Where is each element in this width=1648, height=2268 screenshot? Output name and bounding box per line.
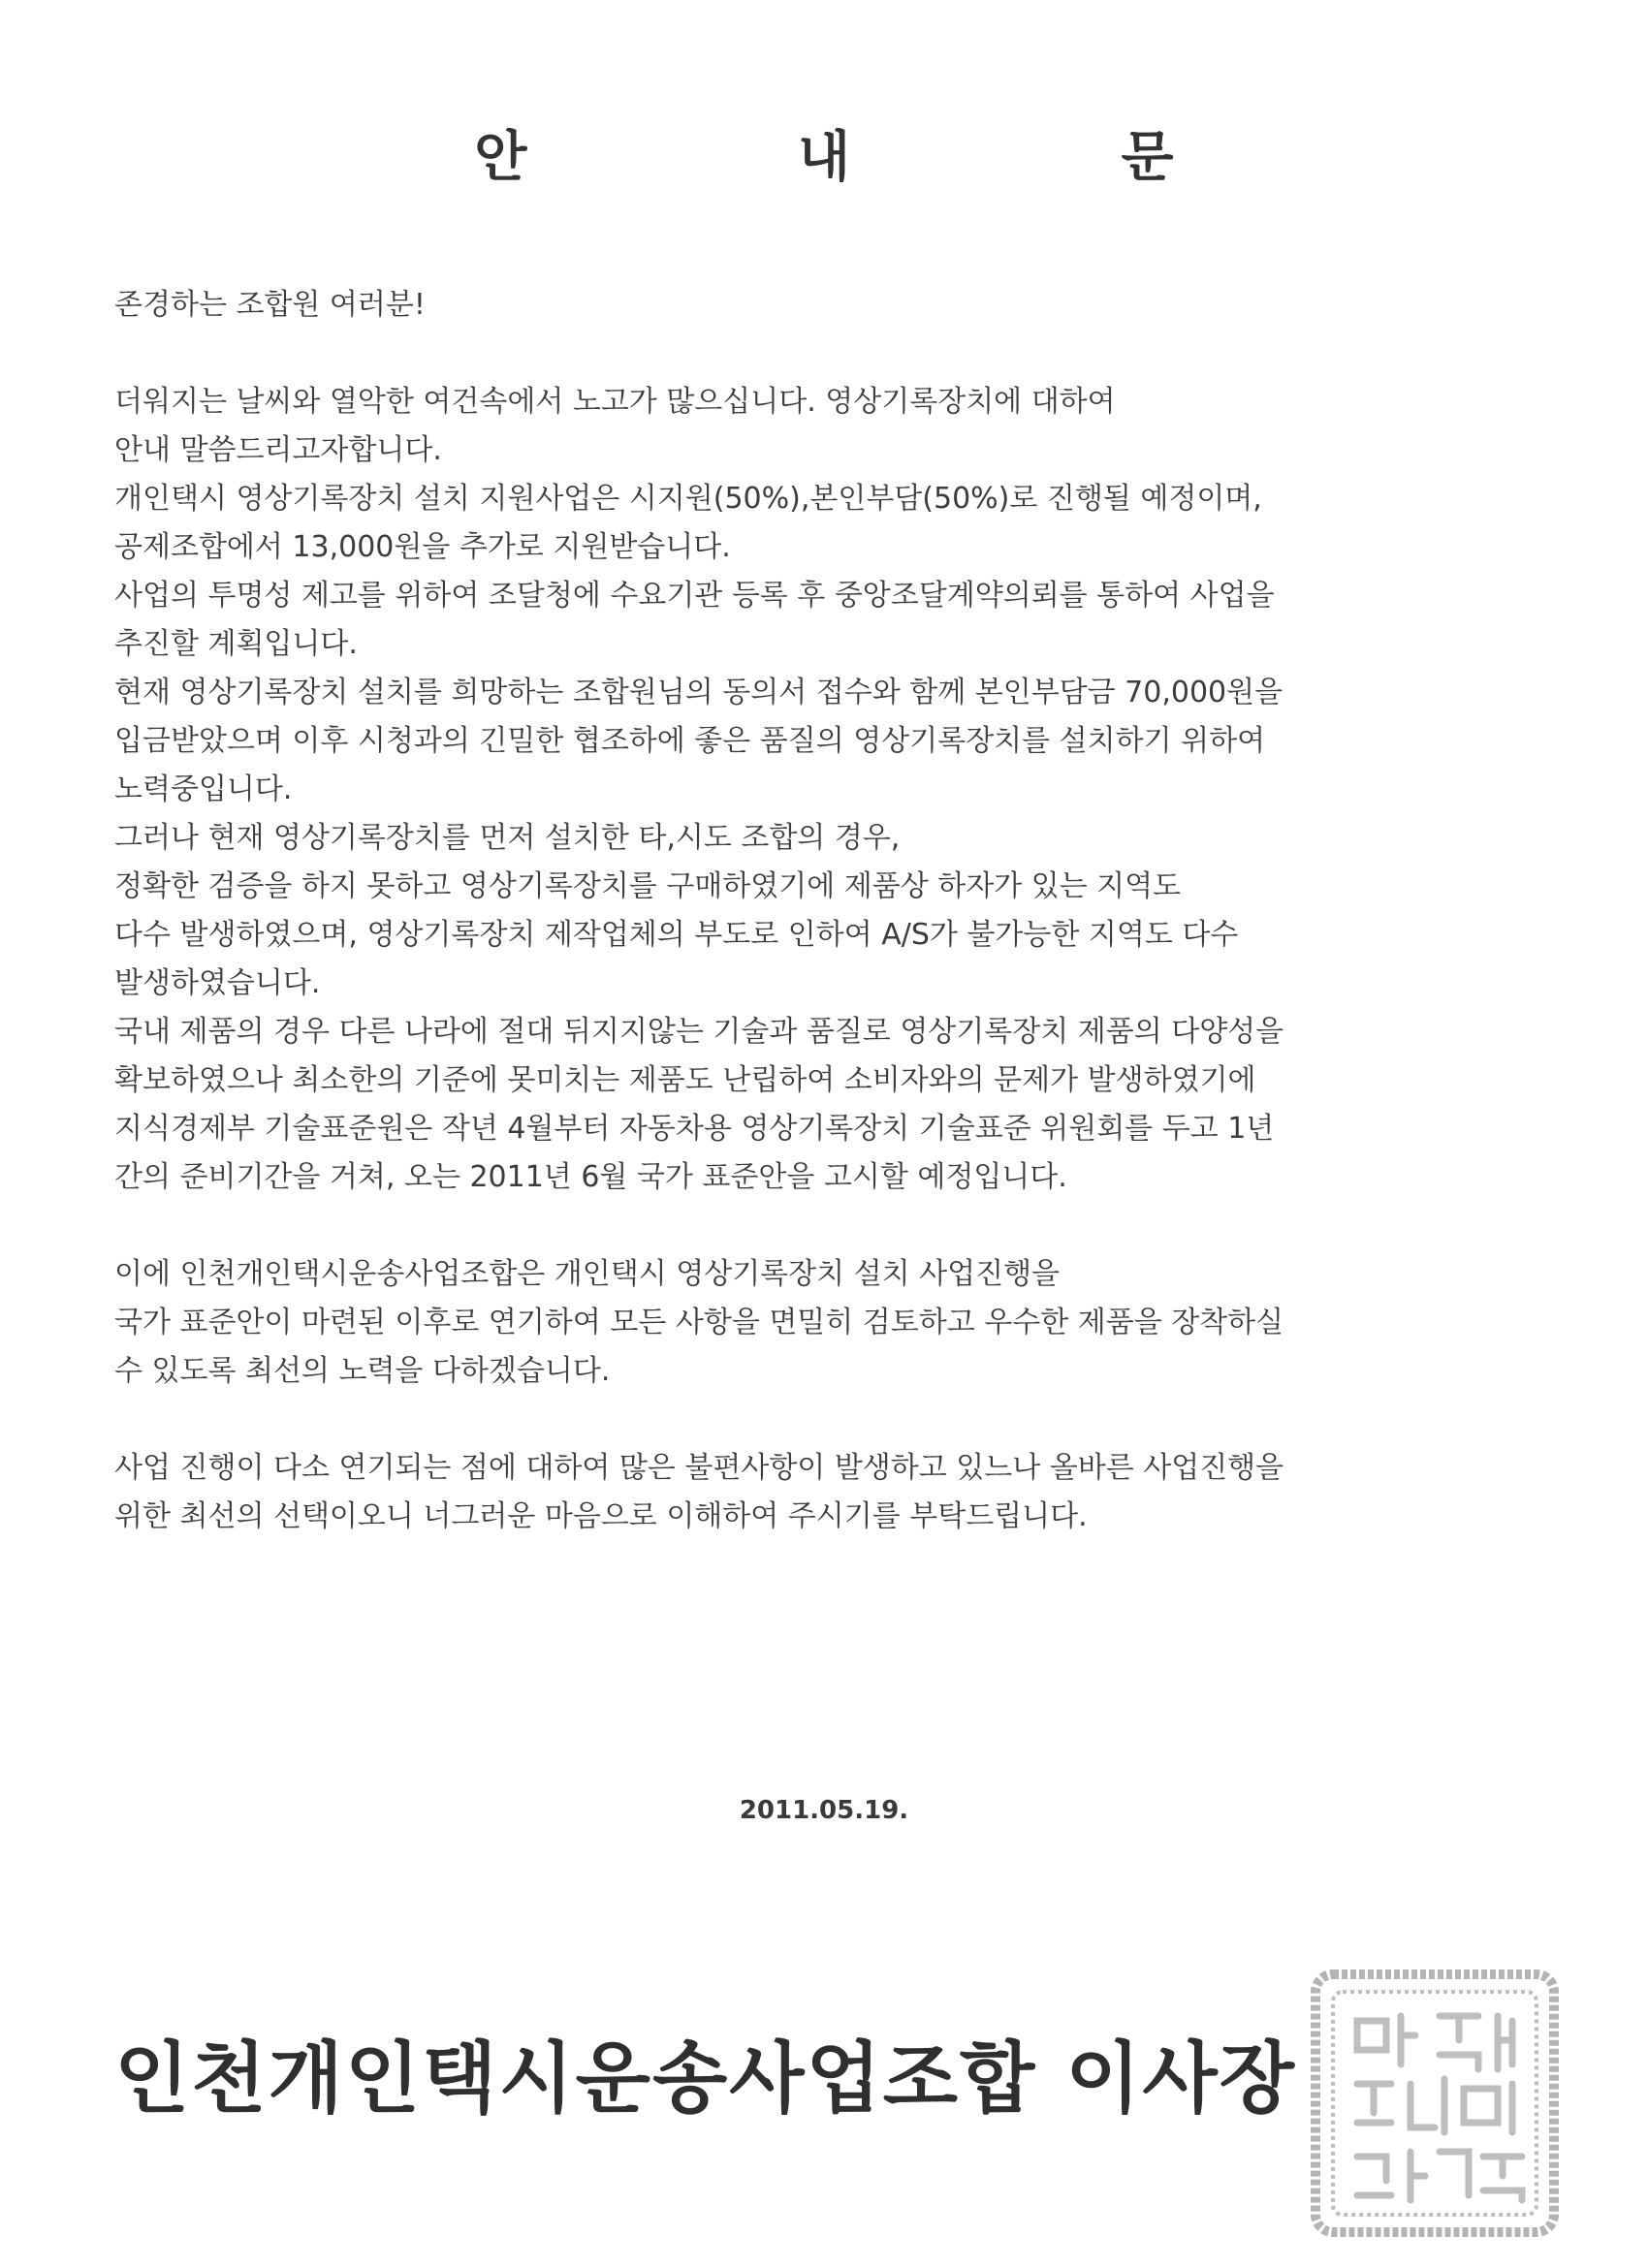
text-line: 확보하였으나 최소한의 기준에 못미치는 제품도 난립하여 소비자와의 문제가 발생하였기에 (114, 1063, 1256, 1097)
official-seal-stamp (1304, 1963, 1566, 2244)
text-line: 그러나 현재 영상기록장치를 먼저 설치한 타,시도 조합의 경우, (114, 821, 901, 855)
text-line: 위한 최선의 선택이오니 너그러운 마음으로 이해하여 주시기를 부탁드립니다. (114, 1499, 1088, 1533)
text-line: 사업의 투명성 제고를 위하여 조달청에 수요기관 등록 후 중앙조달계약의뢰를 통하여 사업을 (114, 579, 1275, 613)
text-line: 다수 발생하였으며, 영상기록장치 제작업체의 부도로 인하여 A/S가 불가능한 지역도 다수 (114, 918, 1239, 952)
text-line: 지식경제부 기술표준원은 작년 4월부터 자동차용 영상기록장치 기술표준 위원회를 두고 1년 (114, 1112, 1275, 1146)
text-line: 입금받았으며 이후 시청과의 긴밀한 협조하에 좋은 품질의 영상기록장치를 설치하기 위하여 (114, 724, 1266, 758)
paragraph-3 (114, 1444, 1549, 1541)
document-date: 2011.05.19. (739, 1796, 909, 1825)
text-line: 안내 말씀드리고자합니다. (114, 433, 442, 467)
text-line: 더워지는 날씨와 열악한 여건속에서 노고가 많으십니다. 영상기록장치에 대하여 (114, 385, 1116, 419)
signature-line: 인천개인택시운송사업조합 이사장 (114, 2033, 1297, 2124)
text-line: 수 있도록 최선의 노력을 다하겠습니다. (114, 1354, 611, 1388)
text-line: 현재 영상기록장치 설치를 희망하는 조합원님의 동의서 접수와 함께 본인부담금 70,000원을 (114, 676, 1284, 709)
text-line: 발생하였습니다. (114, 966, 321, 1000)
text-line: 추진할 계획입니다. (114, 627, 358, 661)
document-body (114, 281, 1549, 1541)
paragraph-1 (114, 378, 1549, 1202)
text-line: 국가 표준안이 마련된 이후로 연기하여 모든 사항을 면밀히 검토하고 우수한 제품을 장착하실 (114, 1306, 1284, 1339)
greeting: 존경하는 조합원 여러분! (114, 288, 426, 322)
text-line: 국내 제품의 경우 다른 나라에 절대 뒤지지않는 기술과 품질로 영상기록장치 제품의 다양성을 (114, 1015, 1284, 1049)
text-line: 이에 인천개인택시운송사업조합은 개인택시 영상기록장치 설치 사업진행을 (114, 1257, 1061, 1291)
text-line: 노력중입니다. (114, 772, 293, 806)
text-line: 개인택시 영상기록장치 설치 지원사업은 시지원(50%),본인부담(50%)로 진행될 예정이며, (114, 482, 1262, 516)
document-title: 안 내 문 (474, 126, 1300, 189)
paragraph-2 (114, 1250, 1549, 1396)
text-line: 간의 준비기간을 거쳐, 오는 2011년 6월 국가 표준안을 고시할 예정입니다. (114, 1160, 1067, 1194)
paragraph-gap (114, 330, 1549, 378)
paragraph-gap (114, 1396, 1549, 1444)
paragraph-gap (114, 1202, 1549, 1250)
text-line: 정확한 검증을 하지 못하고 영상기록장치를 구매하였기에 제품상 하자가 있는 지역도 (114, 869, 1182, 903)
text-line: 사업 진행이 다소 연기되는 점에 대하여 많은 불편사항이 발생하고 있느나 올바른 사업진행을 (114, 1451, 1284, 1485)
text-line: 공제조합에서 13,000원을 추가로 지원받습니다. (114, 530, 731, 564)
